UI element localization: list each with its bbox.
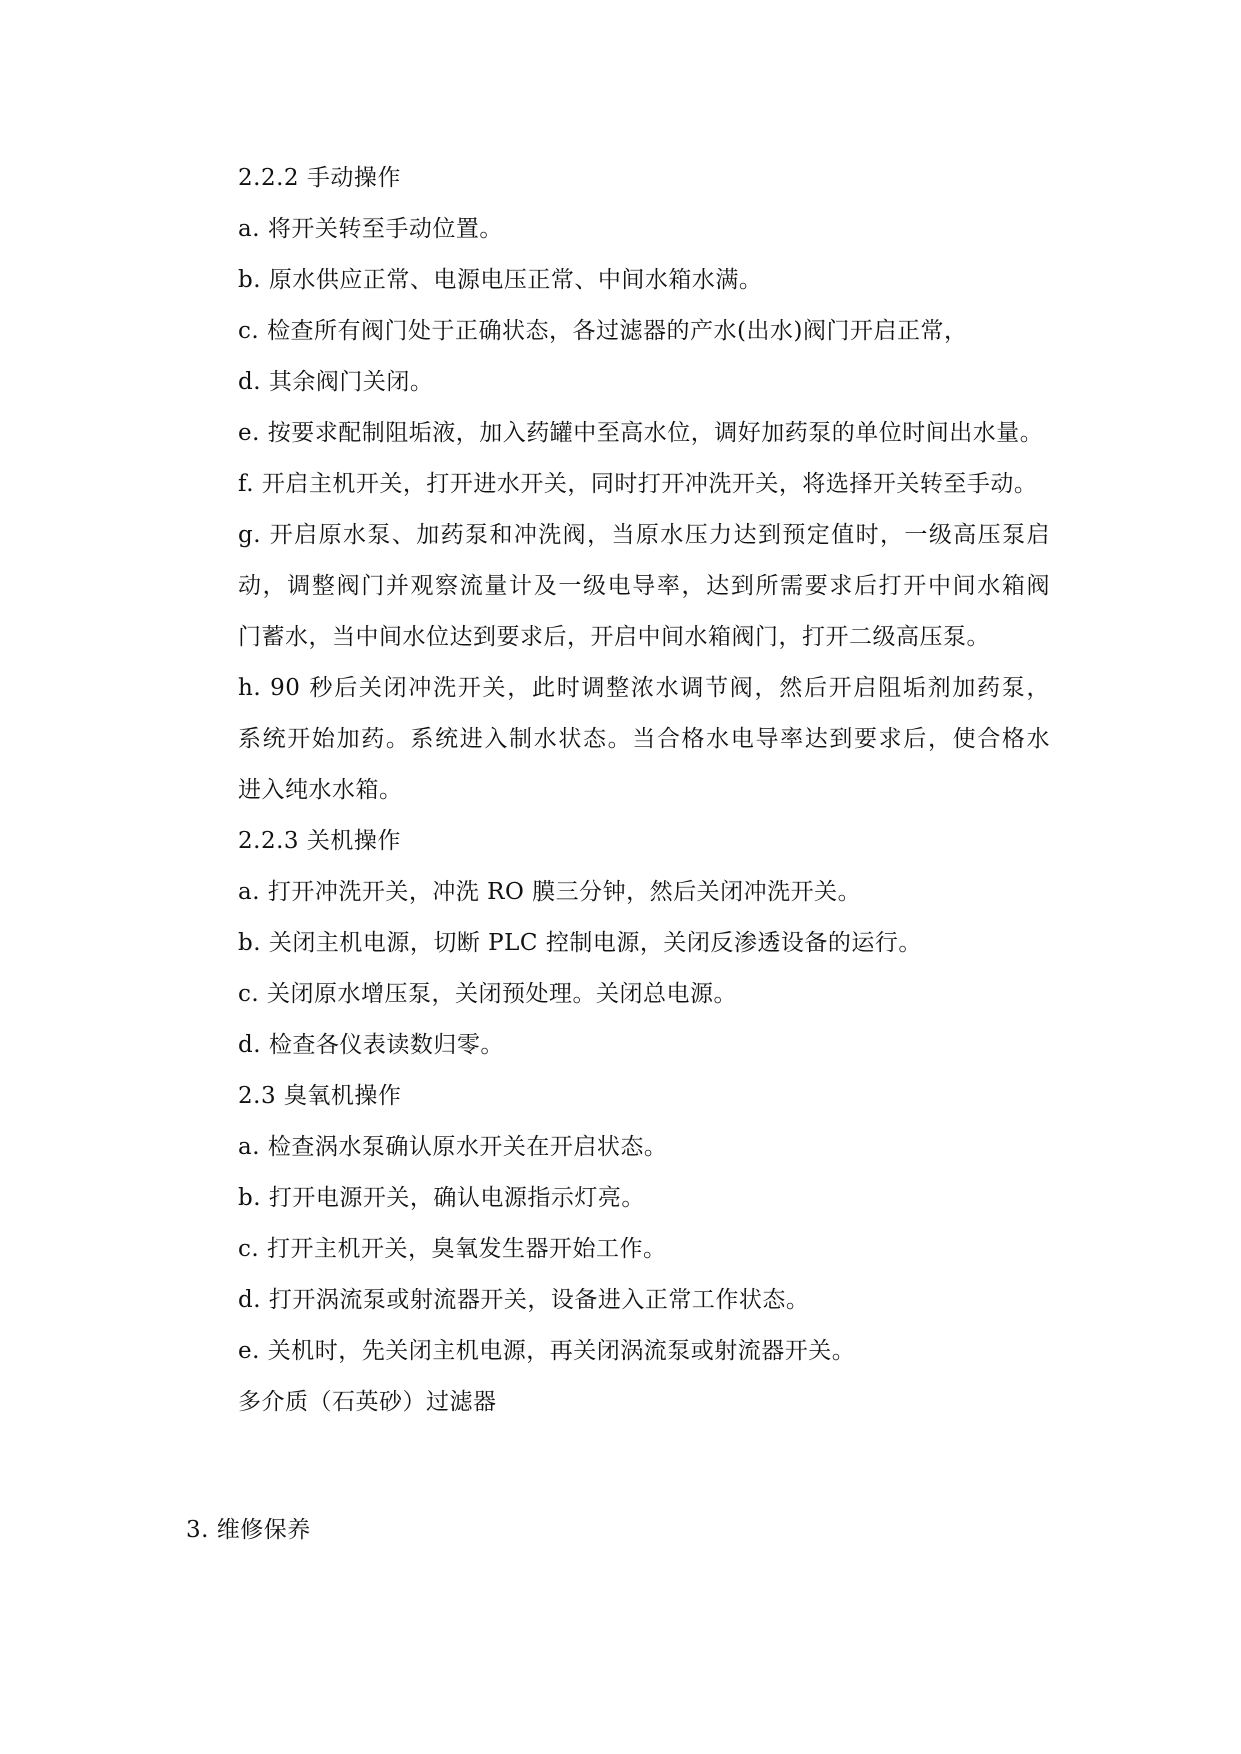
paragraph-line: e. 关机时，先关闭主机电源，再关闭涡流泵或射流器开关。 xyxy=(238,1338,856,1364)
paragraph-line: g. 开启原水泵、加药泵和冲洗阀，当原水压力达到预定值时，一级高压泵启 xyxy=(238,522,1050,548)
paragraph-line: f. 开启主机开关，打开进水开关，同时打开冲洗开关，将选择开关转至手动。 xyxy=(238,471,1038,497)
paragraph-line: c. 打开主机开关，臭氧发生器开始工作。 xyxy=(238,1236,667,1262)
paragraph-line: 多介质（石英砂）过滤器 xyxy=(238,1389,497,1415)
paragraph-line: b. 原水供应正常、电源电压正常、中间水箱水满。 xyxy=(238,267,763,293)
paragraph-line: d. 打开涡流泵或射流器开关，设备进入正常工作状态。 xyxy=(238,1287,810,1313)
paragraph-line: d. 检查各仪表读数归零。 xyxy=(238,1032,504,1058)
heading-ozone-operation: 2.3 臭氧机操作 xyxy=(238,1083,402,1109)
heading-shutdown-operation: 2.2.3 关机操作 xyxy=(238,828,401,854)
paragraph-line: c. 检查所有阀门处于正确状态，各过滤器的产水(出水)阀门开启正常， xyxy=(238,318,968,344)
paragraph-line: 门蓄水，当中间水位达到要求后，开启中间水箱阀门，打开二级高压泵。 xyxy=(238,624,990,650)
paragraph-line: c. 关闭原水增压泵，关闭预处理。关闭总电源。 xyxy=(238,981,738,1007)
paragraph-line: a. 检查涡水泵确认原水开关在开启状态。 xyxy=(238,1134,668,1160)
paragraph-line: b. 打开电源开关，确认电源指示灯亮。 xyxy=(238,1185,645,1211)
paragraph-line: d. 其余阀门关闭。 xyxy=(238,369,434,395)
paragraph-line: 系统开始加药。系统进入制水状态。当合格水电导率达到要求后，使合格水 xyxy=(238,726,1050,752)
paragraph-line: e. 按要求配制阻垢液，加入药罐中至高水位，调好加药泵的单位时间出水量。 xyxy=(238,420,1044,446)
paragraph-line: a. 将开关转至手动位置。 xyxy=(238,216,503,242)
paragraph-line: a. 打开冲洗开关，冲洗 RO 膜三分钟，然后关闭冲洗开关。 xyxy=(238,879,862,905)
paragraph-line: 进入纯水水箱。 xyxy=(238,777,403,803)
paragraph-line: h. 90 秒后关闭冲洗开关，此时调整浓水调节阀，然后开启阻垢剂加药泵， xyxy=(238,675,1050,701)
paragraph-line: 动，调整阀门并观察流量计及一级电导率，达到所需要求后打开中间水箱阀 xyxy=(238,573,1050,599)
paragraph-line: b. 关闭主机电源，切断 PLC 控制电源，关闭反渗透设备的运行。 xyxy=(238,930,922,956)
heading-manual-operation: 2.2.2 手动操作 xyxy=(238,165,401,191)
section-heading-maintenance: 3. 维修保养 xyxy=(186,1517,311,1543)
